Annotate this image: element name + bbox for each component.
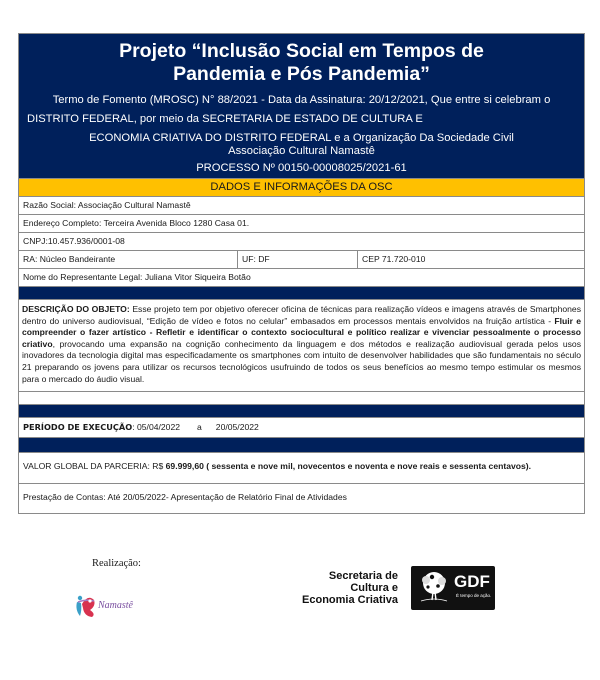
economia-criativa-line: ECONOMIA CRIATIVA DO DISTRITO FEDERAL e a Organização Da Sociedade Civil xyxy=(89,132,514,144)
periodo-start: : 05/04/2022 xyxy=(132,422,181,433)
secretaria-cultura-logo-text xyxy=(280,570,398,606)
realizacao-label: Realização: xyxy=(92,558,141,569)
descricao-text-1: Esse projeto tem por objetivo oferecer oficina de técnicas para realização vídeos e imagens através de Smartphones dentro do universo audiovisual, “Edição de vídeo e fotos no celular” embasados em processos mentais envolvidos na fruição artística - xyxy=(22,304,581,326)
namaste-logo-text: Namastê xyxy=(98,600,133,611)
distrito-federal-line: DISTRITO FEDERAL, por meio da SECRETARIA DE ESTADO DE CULTURA E xyxy=(27,113,423,125)
associacao-line: Associação Cultural Namastê xyxy=(228,145,375,157)
representante-row: Nome do Representante Legal: Juliana Vitor Siqueira Botão xyxy=(19,269,584,287)
secretaria-line-1: Secretaria de xyxy=(328,570,398,582)
tree-icon xyxy=(417,570,451,606)
descricao-label: DESCRIÇÃO DO OBJETO: xyxy=(22,304,130,314)
cnpj-row: CNPJ:10.457.936/0001-08 xyxy=(19,233,584,251)
project-title xyxy=(25,40,578,86)
periodo-label: PERÍODO DE EXECUÇÃO xyxy=(23,422,133,433)
section-divider xyxy=(19,438,584,453)
location-row xyxy=(19,251,584,269)
osc-banner: DADOS E INFORMAÇÕES DA OSC xyxy=(19,178,584,197)
descricao-bold-text: Fluir e compreender o fazer artístico - Refletir e identificar o contexto sociocultural e político realizar e vivenciar pessoalmente o processo criativo xyxy=(22,315,581,349)
document-frame xyxy=(18,33,585,514)
termo-fomento-line: Termo de Fomento (MROSC) N° 88/2021 - Data da Assinatura: 20/12/2021, Que entre si celebram o xyxy=(52,94,551,106)
descricao-objeto xyxy=(19,300,584,392)
secretaria-line-2: Cultura e xyxy=(350,582,398,594)
periodo-execucao-row xyxy=(19,418,584,438)
cep-cell: CEP 71.720-010 xyxy=(362,254,426,264)
gdf-slogan: É tempo de ação. xyxy=(456,593,492,598)
descricao-text-2: , provocando uma expansão na cognição conhecimento da linguagem e dos métodos e realização audiovisual gerada pelos usos inovadores da tecnologia digital mas especificadamente os smartphones com intuito de desenvolver habilidades que são fundamentais no século 21 preparando os jovens para utilizar os recursos tecnológicos usufruindo de todos os seus benefícios ao mesmo tempo estimular os mesmos para o mercado do áudio visual. xyxy=(22,338,581,384)
gdf-logo xyxy=(411,566,495,610)
valor-global-row xyxy=(19,453,584,484)
section-divider xyxy=(19,405,584,418)
namaste-logo xyxy=(72,590,152,620)
blank-row xyxy=(19,392,584,405)
header-block xyxy=(19,34,584,178)
endereco-row: Endereço Completo: Terceira Avenida Bloco 1280 Casa 01. xyxy=(19,215,584,233)
gdf-text: GDF xyxy=(454,572,490,591)
periodo-end: 20/05/2022 xyxy=(215,422,259,433)
section-divider xyxy=(19,287,584,300)
namaste-logo-icon xyxy=(72,590,152,620)
periodo-separator: a xyxy=(197,422,202,433)
processo-line: PROCESSO Nº 00150-00008025/2021-61 xyxy=(196,162,407,174)
secretaria-line-3: Economia Criativa xyxy=(302,594,398,606)
valor-label: VALOR GLOBAL DA PARCERIA: R$ xyxy=(23,461,166,472)
razao-social-row: Razão Social: Associação Cultural Namastê xyxy=(19,197,584,215)
uf-cell: UF: DF xyxy=(238,251,358,268)
title-line-1: Projeto “Inclusão Social em Tempos de xyxy=(119,40,484,62)
title-line-2: Pandemia e Pós Pandemia” xyxy=(173,63,430,85)
prestacao-contas-row: Prestação de Contas: Até 20/05/2022- Apresentação de Relatório Final de Atividades xyxy=(23,492,347,503)
ra-cell: RA: Núcleo Bandeirante xyxy=(19,251,238,268)
valor-amount: 69.999,60 ( sessenta e nove mil, novecentos e noventa e nove reais e sessenta centavos). xyxy=(165,461,532,472)
